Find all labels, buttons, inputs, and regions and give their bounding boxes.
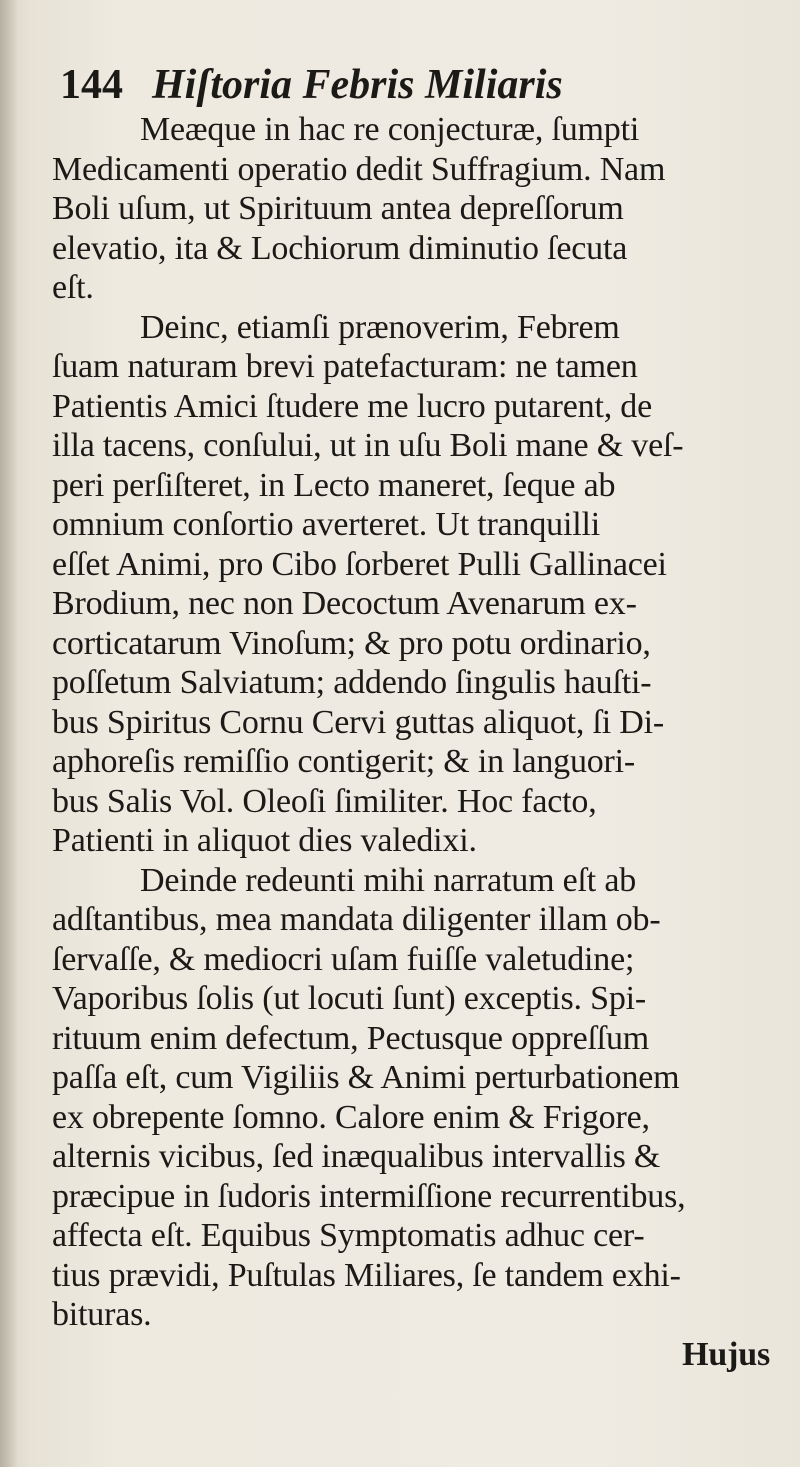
text-line: paſſa eſt, cum Vigiliis & Animi perturbationem	[52, 1059, 680, 1096]
text-line: tius prævidi, Puſtulas Miliares, ſe tandem exhi-	[52, 1256, 681, 1294]
catchword-row	[52, 1335, 792, 1375]
text-line: corticatarum Vinoſum; & pro potu ordinario,	[52, 624, 651, 662]
text-line: aphoreſis remiſſio contigerit; & in languori-	[52, 743, 636, 780]
text-line: Medicamenti operatio dedit Suffragium. Nam	[52, 150, 666, 188]
text-line: Patienti in aliquot dies valedixi.	[52, 822, 477, 859]
page-text-block	[52, 62, 792, 1374]
text-line: bus Spiritus Cornu Cervi guttas aliquot, ſi Di-	[52, 703, 665, 741]
text-line: ſuam naturam brevi patefacturam: ne tamen	[52, 348, 638, 385]
text-line: ex obrepente ſomno. Calore enim & Frigore,	[52, 1098, 650, 1136]
text-line: Deinde redeunti mihi narratum eſt ab	[140, 861, 637, 899]
text-line: Patientis Amici ſtudere me lucro putarent, de	[52, 387, 652, 425]
running-head: Hiſtoria Febris Miliaris	[152, 62, 563, 108]
text-line: rituum enim defectum, Pectusque oppreſſum	[52, 1019, 650, 1057]
text-line: eſt.	[52, 269, 94, 306]
page-number: 144	[60, 62, 123, 108]
text-line: peri perſiſteret, in Lecto maneret, ſeque ab	[52, 466, 616, 504]
text-line: omnium conſortio averteret. Ut tranquilli	[52, 506, 600, 543]
text-line: ſervaſſe, & mediocri uſam fuiſſe valetudine;	[52, 940, 635, 978]
text-line: Brodium, nec non Decoctum Avenarum ex-	[52, 585, 637, 622]
text-line: Vaporibus ſolis (ut locuti ſunt) exceptis. Spi-	[52, 980, 647, 1017]
text-line: præcipue in ſudoris intermiſſione recurrentibus,	[52, 1177, 686, 1215]
text-line: eſſet Animi, pro Cibo ſorberet Pulli Gallinacei	[52, 545, 667, 583]
text-line: Boli uſum, ut Spirituum antea depreſſorum	[52, 190, 624, 227]
text-line: bus Salis Vol. Oleoſi ſimiliter. Hoc facto,	[52, 782, 597, 820]
text-line: bituras.	[52, 1296, 152, 1333]
text-line: Meæque in hac re conjecturæ, ſumpti	[140, 111, 640, 148]
text-line: illa tacens, conſului, ut in uſu Boli mane & veſ-	[52, 427, 684, 464]
text-line: affecta eſt. Equibus Symptomatis adhuc cer-	[52, 1217, 645, 1254]
text-line: elevatio, ita & Lochiorum diminutio ſecuta	[52, 229, 628, 267]
page-header	[52, 62, 792, 110]
text-line: adſtantibus, mea mandata diligenter illam ob-	[52, 901, 661, 938]
text-line: Deinc, etiamſi prænoverim, Febrem	[140, 308, 620, 346]
text-line: poſſetum Salviatum; addendo ſingulis hauſti-	[52, 664, 652, 701]
text-line: alternis vicibus, ſed inæqualibus intervallis &	[52, 1138, 661, 1175]
binding-shadow	[0, 0, 18, 1467]
catchword: Hujus	[682, 1335, 770, 1373]
